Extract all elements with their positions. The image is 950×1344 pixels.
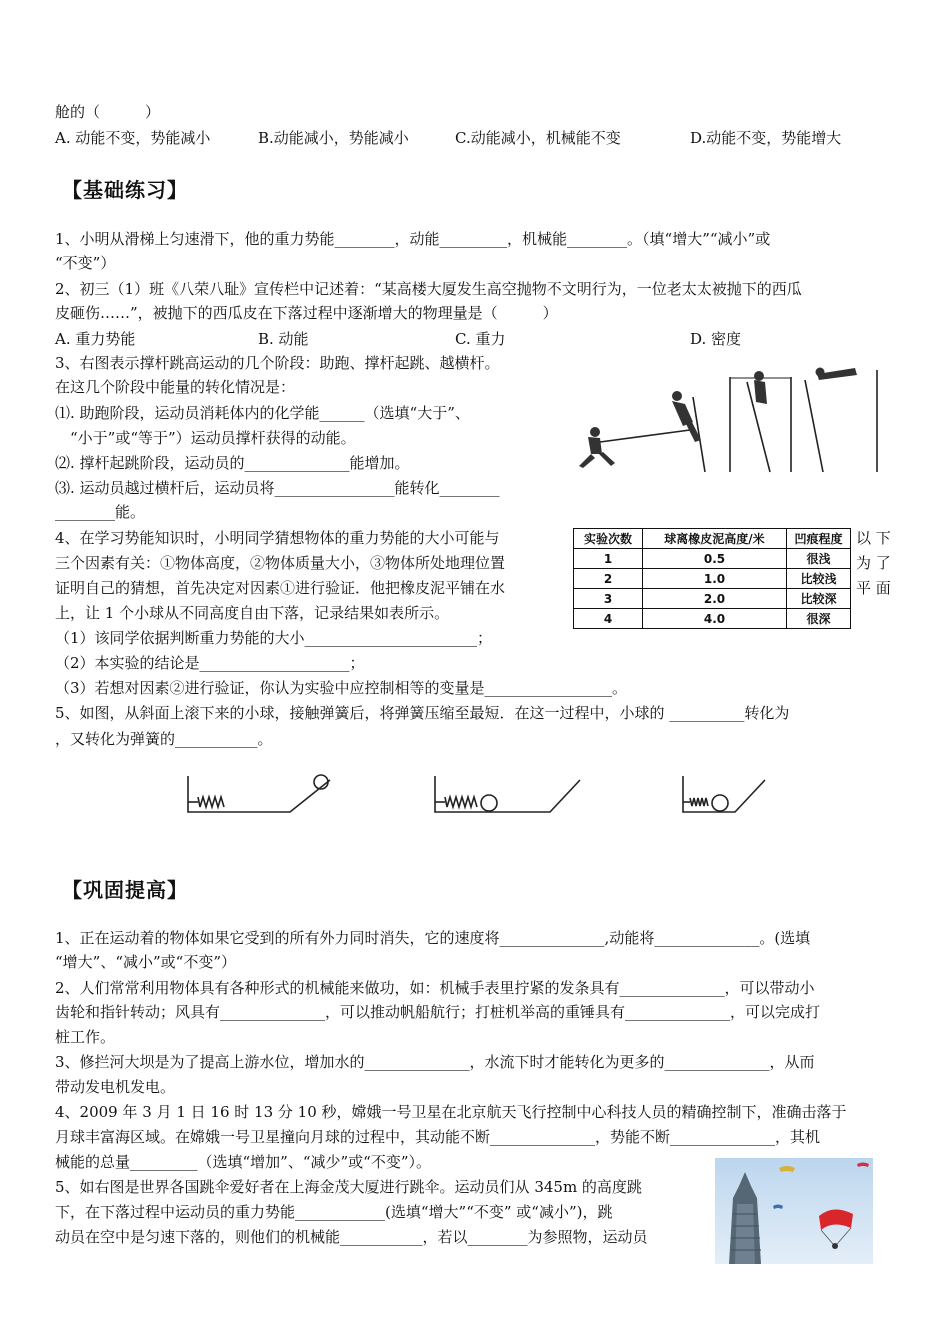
table-cell: 1 — [574, 549, 643, 569]
table-row — [574, 569, 851, 589]
table-header: 实验次数 — [574, 529, 643, 549]
advance-q5-line3: 动员在空中是匀速下落的，则他们的机械能___________，若以________为参照物，运动员 — [55, 1228, 648, 1246]
basic-q5-line1: 5、如图，从斜面上滚下来的小球，接触弹簧后，将弹簧压缩至最短．在这一过程中，小球的 __________转化为 — [55, 704, 790, 722]
table-cell: 3 — [574, 589, 643, 609]
advance-q4-line3: 械能的总量_________（选填“增加”、“减少”或“不变”）。 — [55, 1153, 432, 1171]
option-a: A. 动能不变，势能减小 — [55, 129, 211, 147]
basic-q4-side-1: 以 下 — [856, 529, 891, 547]
basic-q4-side-3: 平 面 — [856, 579, 891, 597]
basic-q3-line2: 在这几个阶段中能量的转化情况是： — [55, 378, 296, 396]
basic-q4-line4: 上，让 1 个小球从不同高度自由下落，记录结果如表所示。 — [55, 604, 450, 622]
pole-vault-illustration — [555, 362, 885, 482]
basic-q4-sub2: （2）本实验的结论是____________________； — [55, 654, 365, 672]
question-continuation: 舱的（ ） — [55, 103, 161, 121]
section-heading-basic: 【基础练习】 — [62, 178, 188, 202]
basic-q4-line2: 三个因素有关：①物体高度，②物体质量大小，③物体所处地理位置 — [55, 554, 506, 572]
table-cell: 1.0 — [643, 569, 787, 589]
advance-q5-line2: 下，在下落过程中运动员的重力势能____________(选填“增大”“不变” 或“减小”)，跳 — [55, 1203, 613, 1221]
option-d: D.动能不变，势能增大 — [690, 129, 842, 147]
advance-q1-line2: “增大”、“减小”或“不变”） — [55, 953, 237, 971]
basic-q2-option-a: A. 重力势能 — [55, 330, 136, 348]
table-header-row — [574, 529, 851, 549]
table-cell: 很浅 — [787, 549, 851, 569]
basic-q1-line1: 1、小明从滑梯上匀速滑下，他的重力势能________，动能_________，机械能________。（填“增大”“减小”或 — [55, 230, 771, 248]
advance-q1-line1: 1、正在运动着的物体如果它受到的所有外力同时消失，它的速度将______________,动能将______________。(选填 — [55, 929, 811, 947]
basic-q4-line1: 4、在学习势能知识时，小明同学猜想物体的重力势能的大小可能与 — [55, 529, 500, 547]
table-cell: 很深 — [787, 609, 851, 629]
basic-q3-line1: 3、右图表示撑杆跳高运动的几个阶段：助跑、撑杆起跳、越横杆。 — [55, 354, 500, 372]
basic-q3-line4: “小于”或“等于”）运动员撑杆获得的动能。 — [55, 429, 356, 447]
advance-q3-line1: 3、修拦河大坝是为了提高上游水位，增加水的______________，水流下时才能转化为更多的______________，从而 — [55, 1053, 815, 1071]
section-heading-advance: 【巩固提高】 — [62, 878, 188, 902]
basic-q3-line3: ⑴. 助跑阶段，运动员消耗体内的化学能______（选填“大于”、 — [55, 404, 470, 422]
table-cell: 0.5 — [643, 549, 787, 569]
basic-q3-line7: ________能。 — [55, 503, 146, 521]
basic-q2-option-d: D. 密度 — [690, 330, 742, 348]
table-cell: 2.0 — [643, 589, 787, 609]
option-b: B.动能减小，势能减小 — [258, 129, 409, 147]
advance-q2-line1: 2、人们常常利用物体具有各种形式的机械能来做功，如：机械手表里拧紧的发条具有______________，可以带动小 — [55, 979, 815, 997]
basic-q5-line2: ，又转化为弹簧的___________。 — [55, 730, 273, 748]
table-cell: 2 — [574, 569, 643, 589]
basic-q2-line1: 2、初三（1）班《八荣八耻》宣传栏中记述着：“某高楼大厦发生高空抛物不文明行为，一位老太太被抛下的西瓜 — [55, 280, 802, 298]
basic-q4-line3: 证明自己的猜想，首先决定对因素①进行验证．他把橡皮泥平铺在水 — [55, 579, 506, 597]
advance-q2-line2: 齿轮和指针转动；风具有______________，可以推动帆船航行；打桩机举高的重锤具有______________，可以完成打 — [55, 1003, 821, 1021]
basic-q2-line2: 皮砸伤……”，被抛下的西瓜皮在下落过程中逐渐增大的物理量是（ ） — [55, 304, 558, 322]
advance-q4-line2: 月球丰富海区域。在嫦娥一号卫星撞向月球的过程中，其动能不断______________，势能不断______________，其机 — [55, 1128, 821, 1146]
basic-q2-option-b: B. 动能 — [258, 330, 309, 348]
table-cell: 4.0 — [643, 609, 787, 629]
advance-q5-line1: 5、如右图是世界各国跳伞爱好者在上海金茂大厦进行跳伞。运动员们从 345m 的高度跳 — [55, 1178, 642, 1196]
advance-q3-line2: 带动发电机发电。 — [55, 1078, 176, 1096]
table-header: 凹痕程度 — [787, 529, 851, 549]
option-c: C.动能减小，机械能不变 — [455, 129, 621, 147]
table-cell: 4 — [574, 609, 643, 629]
advance-q2-line3: 桩工作。 — [55, 1028, 116, 1046]
table-row — [574, 609, 851, 629]
table-row — [574, 589, 851, 609]
basic-q3-line5: ⑵. 撑杆起跳阶段，运动员的______________能增加。 — [55, 454, 410, 472]
basic-q2-option-c: C. 重力 — [455, 330, 506, 348]
basic-q4-sub1: （1）该同学依据判断重力势能的大小_______________________； — [55, 629, 493, 647]
skydiving-photo — [715, 1158, 873, 1264]
spring-ball-diagram — [180, 770, 770, 820]
table-header: 球离橡皮泥高度/米 — [643, 529, 787, 549]
advance-q4-line1: 4、2009 年 3 月 1 日 16 时 13 分 10 秒，嫦娥一号卫星在北京航天飞行控制中心科技人员的精确控制下，准确击落于 — [55, 1103, 847, 1121]
basic-q1-line2: “不变”） — [55, 254, 116, 272]
basic-q3-line6: ⑶. 运动员越过横杆后，运动员将________________能转化________ — [55, 479, 500, 497]
table-cell: 比较浅 — [787, 569, 851, 589]
experiment-table — [573, 528, 851, 629]
table-cell: 比较深 — [787, 589, 851, 609]
table-row — [574, 549, 851, 569]
basic-q4-sub3: （3）若想对因素②进行验证，你认为实验中应控制相等的变量是_________________。 — [55, 679, 628, 697]
basic-q4-side-2: 为 了 — [856, 554, 891, 572]
